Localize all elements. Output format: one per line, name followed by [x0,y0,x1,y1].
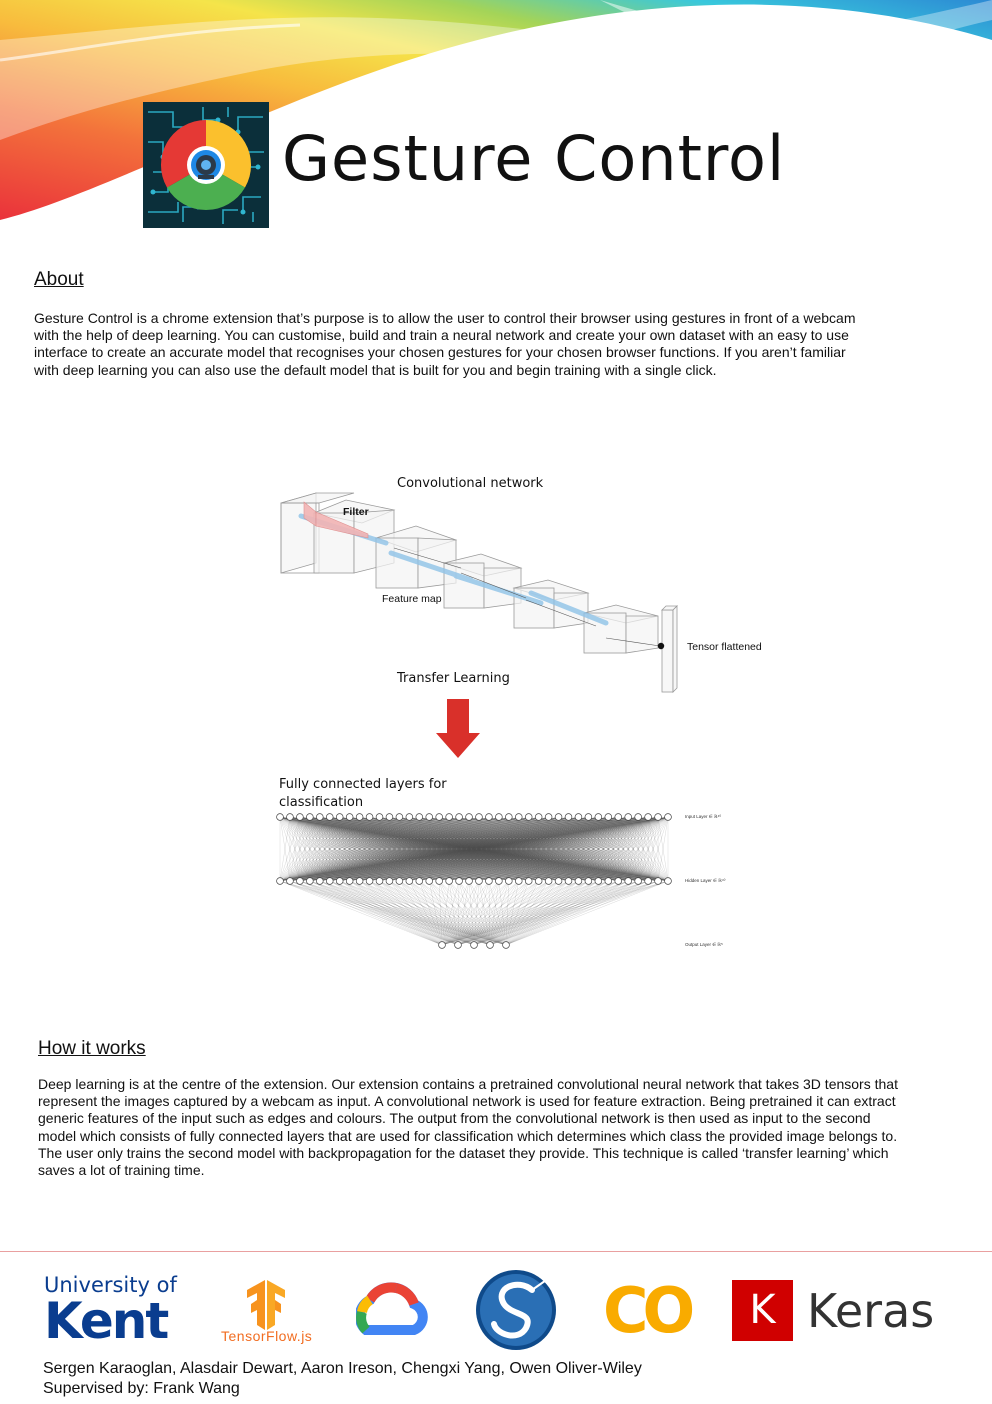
hidden-neuron [416,878,423,885]
input-neuron [486,814,493,821]
poster-title: Gesture Control [282,122,786,195]
hidden-neuron [446,878,453,885]
input-neuron [655,814,662,821]
footer-logos [0,1262,992,1358]
hidden-neuron [296,878,303,885]
hidden-neuron [495,878,502,885]
input-neuron [535,814,542,821]
hidden-neuron [665,878,672,885]
hidden-neuron [326,878,333,885]
down-arrow-icon [434,699,482,759]
hidden-neuron [316,878,323,885]
input-neuron [505,814,512,821]
output-neuron [503,942,510,949]
input-neuron [366,814,373,821]
hidden-neuron [625,878,632,885]
input-neuron [406,814,413,821]
hidden-neuron [366,878,373,885]
hidden-neuron [515,878,522,885]
hidden-neuron [615,878,622,885]
colab-logo: CO [603,1274,690,1347]
chrome-webcam-logo-icon [143,102,269,228]
hidden-neuron [655,878,662,885]
input-neuron [476,814,483,821]
input-neuron [346,814,353,821]
input-neuron [495,814,502,821]
hidden-neuron [545,878,552,885]
input-neuron [545,814,552,821]
hidden-neuron [306,878,313,885]
about-heading: About [34,269,84,290]
transfer-learning-label: Transfer Learning [397,671,510,686]
input-neuron [436,814,443,821]
input-neuron [277,814,284,821]
hidden-neuron [346,878,353,885]
hidden-neuron [605,878,612,885]
kent-line1: University of [44,1273,177,1297]
credits [43,1359,642,1399]
hidden-neuron [525,878,532,885]
input-neuron [306,814,313,821]
hidden-neuron [406,878,413,885]
input-neuron [565,814,572,821]
input-neuron [515,814,522,821]
output-neuron [471,942,478,949]
tensorflow-label: TensorFlow.js [221,1328,313,1344]
hidden-neuron [585,878,592,885]
footer-divider [0,1251,992,1252]
input-neuron [605,814,612,821]
input-neuron [456,814,463,821]
kent-line2: Kent [44,1292,168,1350]
fully-connected-label: Fully connected layers for classification [279,777,447,810]
hidden-neuron [575,878,582,885]
university-of-kent-logo [44,1273,177,1350]
hidden-neuron [645,878,652,885]
hidden-neuron [287,878,294,885]
output-layer-label: Output Layer ∈ ℝ⁵ [685,942,723,947]
input-neuron [446,814,453,821]
input-neuron [645,814,652,821]
hidden-neuron [635,878,642,885]
input-neuron [625,814,632,821]
input-neuron [466,814,473,821]
keras-logo-icon: K [732,1280,793,1341]
hidden-neuron [456,878,463,885]
input-neuron [665,814,672,821]
supervisor: Supervised by: Frank Wang [43,1380,240,1397]
input-neuron [336,814,343,821]
keras-label: Keras [807,1284,935,1338]
input-neuron [426,814,433,821]
input-neuron [356,814,363,821]
input-neuron [386,814,393,821]
about-paragraph: Gesture Control is a chrome extension that’s purpose is to allow the user to control their browser using gestures in front of a webcam with the help of deep learning. You can customise, build and train a neural network and create your own dataset with an easy to use interface to create an accurate model that recognises your chosen gestures for your chosen browser functions. If you aren’t familiar with deep learning you can also use the default model that is built for you and begin training with a single click. [34,310,856,378]
scipy-logo-icon [474,1268,558,1352]
hidden-neuron [476,878,483,885]
input-neuron [326,814,333,821]
input-neuron [635,814,642,821]
google-cloud-logo-icon [356,1282,428,1338]
input-neuron [555,814,562,821]
hidden-layer-label: Hidden Layer ∈ ℝ⁴⁰ [685,878,726,883]
filter-label: Filter [343,506,369,518]
input-neuron [615,814,622,821]
input-neuron [396,814,403,821]
fully-connected-network-diagram [274,810,680,952]
hidden-neuron [535,878,542,885]
feature-map-label: Feature map [382,593,442,605]
input-layer-label: Input Layer ∈ ℝ⁴⁰ [685,814,722,819]
hidden-neuron [436,878,443,885]
input-neuron [595,814,602,821]
hidden-neuron [426,878,433,885]
hidden-neuron [565,878,572,885]
hidden-neuron [376,878,383,885]
hidden-neuron [356,878,363,885]
input-neuron [416,814,423,821]
input-neuron [525,814,532,821]
input-neuron [316,814,323,821]
input-neuron [376,814,383,821]
tensor-flattened-label: Tensor flattened [687,641,762,653]
hidden-neuron [396,878,403,885]
output-neuron [487,942,494,949]
input-neuron [287,814,294,821]
hidden-neuron [466,878,473,885]
convolutional-network-label: Convolutional network [397,476,544,491]
hidden-neuron [277,878,284,885]
output-neuron [455,942,462,949]
how-it-works-heading: How it works [38,1038,146,1059]
hidden-neuron [336,878,343,885]
input-neuron [296,814,303,821]
how-it-works-paragraph: Deep learning is at the centre of the extension. Our extension contains a pretrained convolutional neural network that takes 3D tensors that represent the images captured by a webcam as input. A convolutional network is used for feature extraction. Being pretrained it can extract generic features of the input such as edges and colours. The output from the convolutional network is then used as input to the second model which consists of fully connected layers that are used for classification which determines which class the provided image belongs to. The user only trains the second model with backpropagation for the dataset they provide. This technique is called ‘transfer learning’ which saves a lot of training time. [38,1076,898,1179]
hidden-neuron [595,878,602,885]
hidden-neuron [486,878,493,885]
tensorflow-logo-icon [243,1280,289,1330]
hidden-neuron [386,878,393,885]
authors: Sergen Karaoglan, Alasdair Dewart, Aaron Ireson, Chengxi Yang, Owen Oliver-Wiley [43,1360,642,1377]
output-neuron [439,942,446,949]
hidden-neuron [555,878,562,885]
input-neuron [575,814,582,821]
hidden-neuron [505,878,512,885]
input-neuron [585,814,592,821]
